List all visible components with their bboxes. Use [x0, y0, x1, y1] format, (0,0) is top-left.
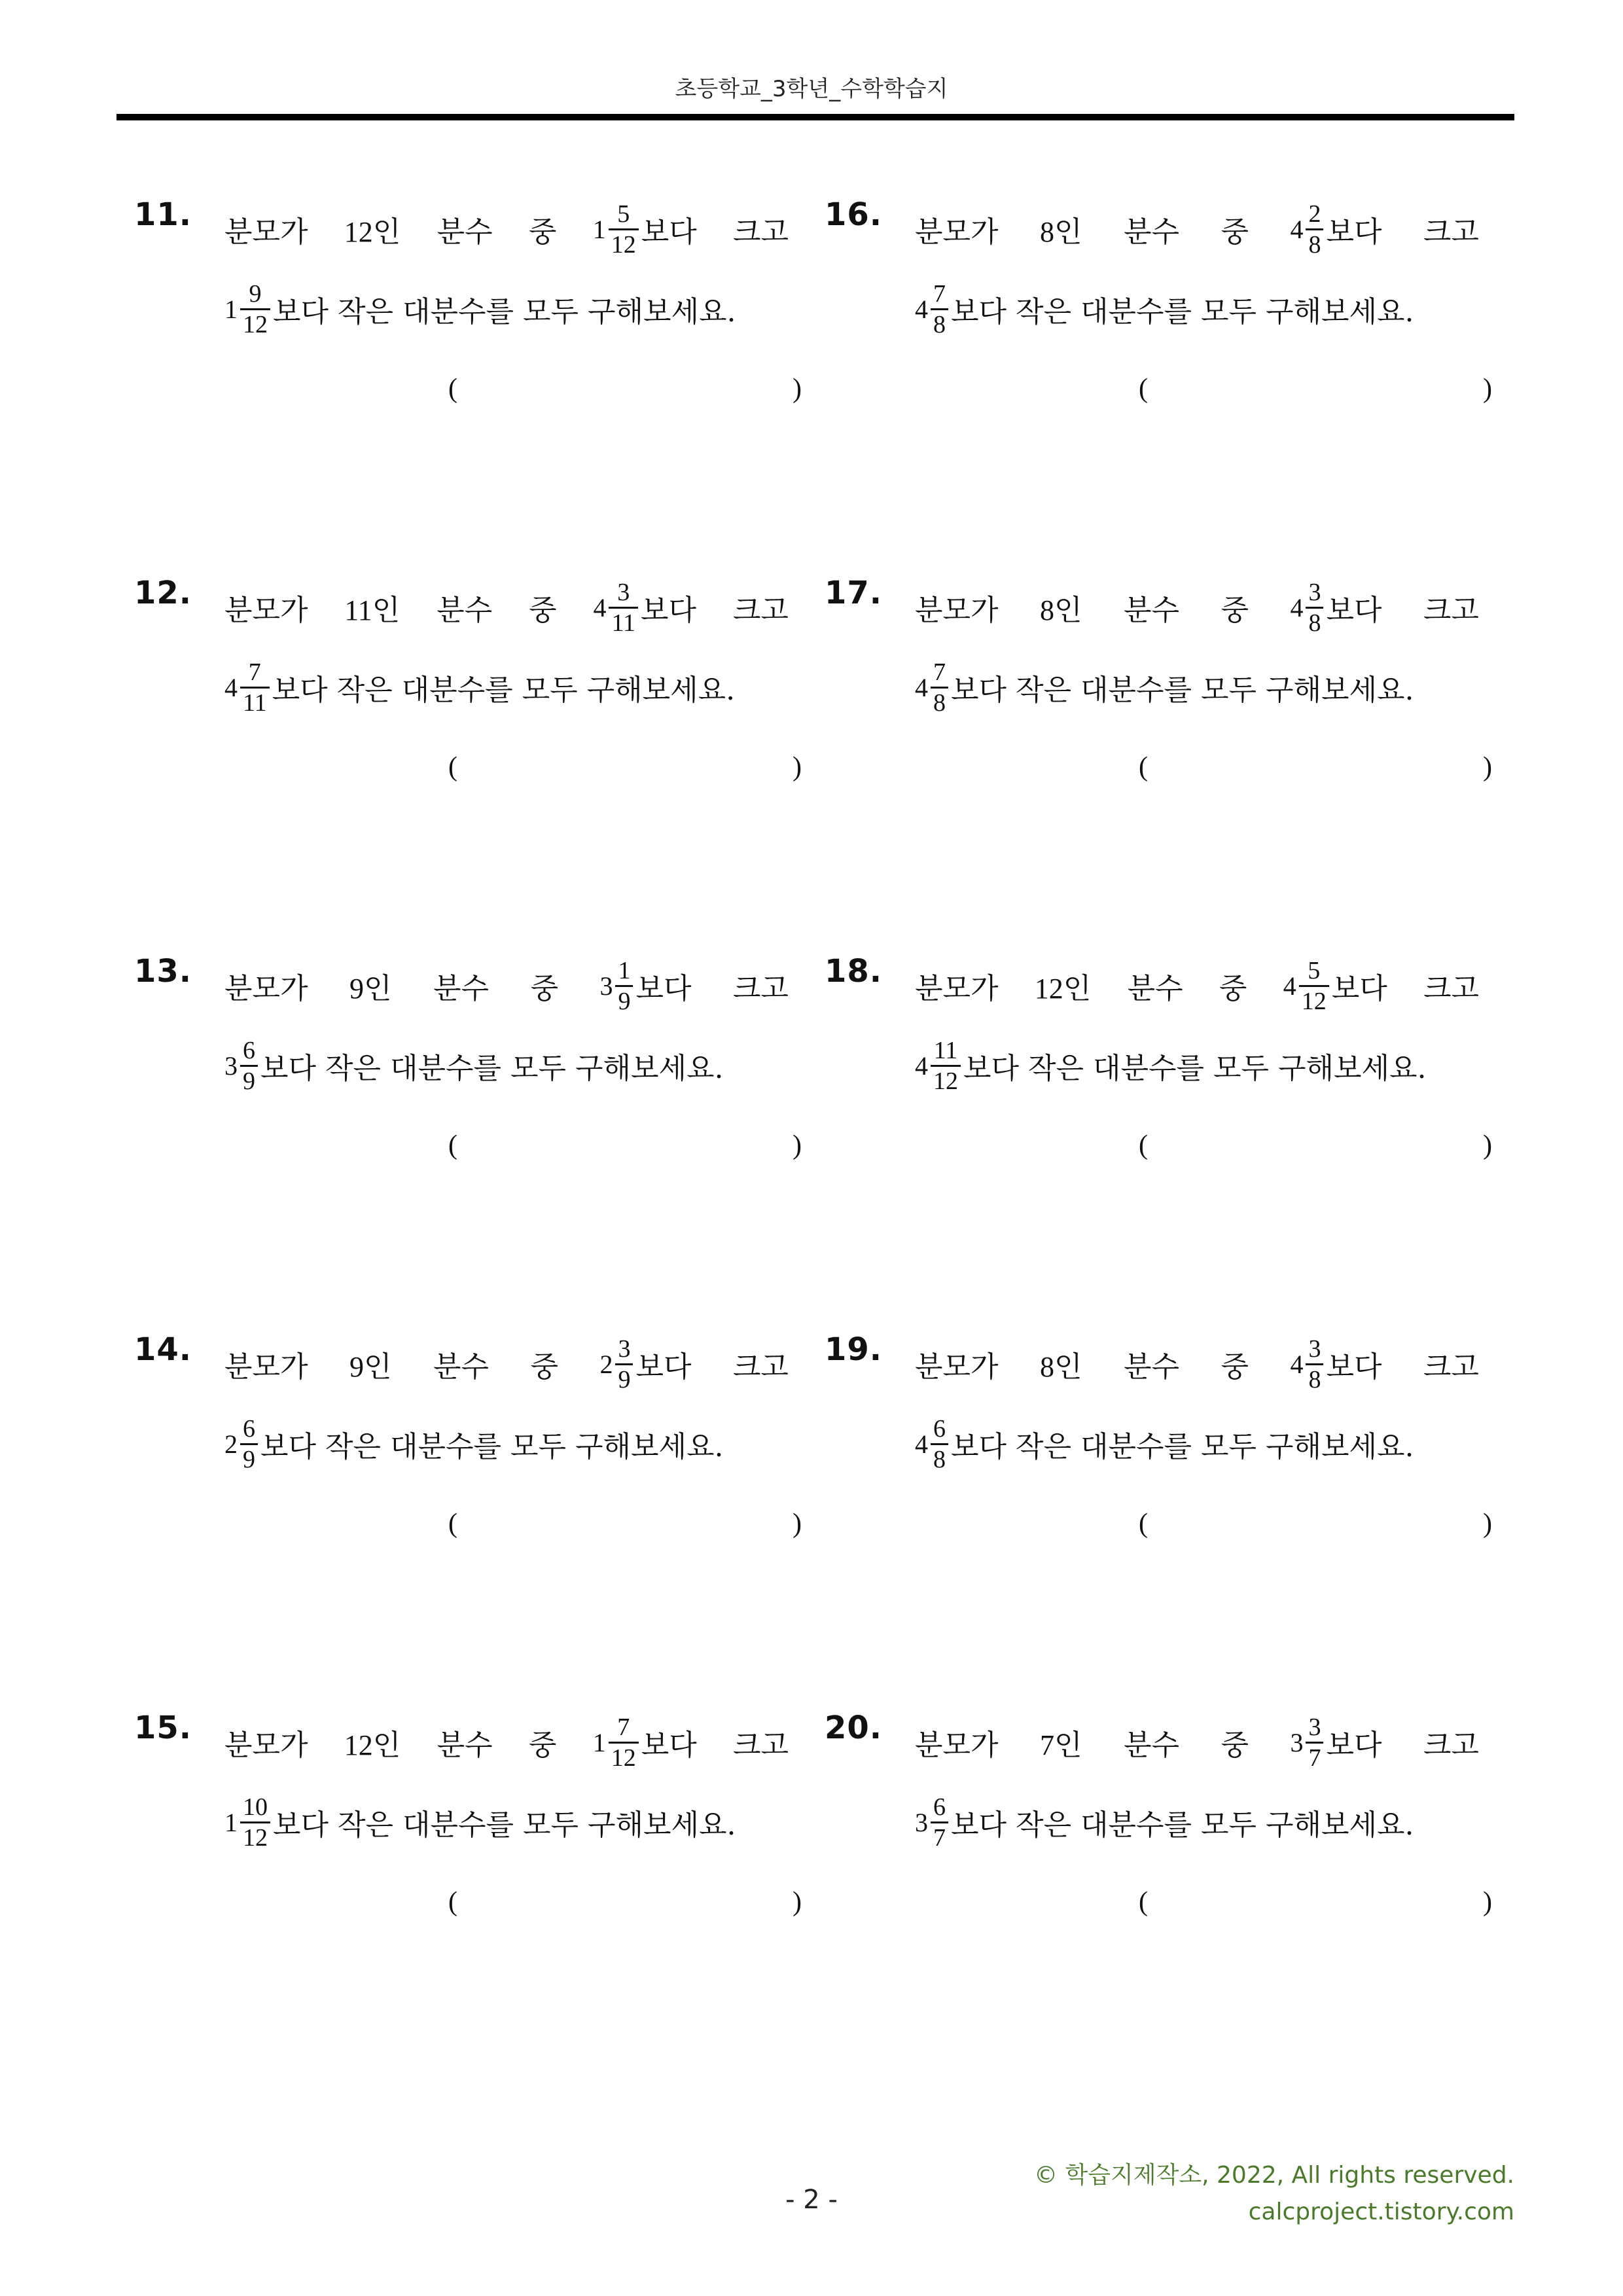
- whole-part: 4: [1290, 214, 1304, 244]
- answer-box[interactable]: [134, 373, 802, 412]
- denominator-phrase: [1040, 1343, 1082, 1385]
- copyright-text: © 학습지제작소, 2022, All rights reserved.: [1034, 2162, 1514, 2189]
- question-tail: 보다 작은 대분수를 모두 구해보세요.: [951, 673, 1414, 707]
- question-tail: 보다 작은 대분수를 모두 구해보세요.: [260, 1430, 724, 1463]
- word: 중: [1221, 215, 1249, 249]
- whole-part: 2: [224, 1429, 238, 1459]
- numerator: 7: [933, 279, 946, 308]
- mixed-number: [599, 1335, 635, 1394]
- word: 인: [372, 215, 401, 249]
- mixed-number: [224, 1793, 273, 1852]
- denominator-value: 9: [349, 1351, 364, 1383]
- fraction: [1306, 200, 1323, 259]
- numerator: 7: [248, 658, 261, 686]
- denominator: 8: [1308, 230, 1321, 259]
- problem-number: 11.: [134, 196, 192, 233]
- word: 크고: [732, 972, 789, 1005]
- denominator: 8: [933, 689, 946, 717]
- denominator-value: 12: [344, 216, 373, 248]
- denominator-phrase: [1040, 208, 1082, 250]
- problem: [825, 1710, 1492, 1958]
- fraction: [240, 279, 270, 339]
- numerator: 3: [1308, 578, 1321, 606]
- mixed-number: [593, 200, 641, 259]
- mixed-number: [915, 658, 951, 717]
- whole-part: 4: [593, 592, 607, 622]
- whole-part: 1: [592, 1727, 606, 1757]
- close-paren: ): [793, 1887, 802, 1917]
- whole-part: 1: [224, 294, 238, 324]
- whole-part: 1: [224, 1807, 238, 1837]
- whole-part: 1: [592, 214, 606, 244]
- fraction: [615, 1335, 633, 1394]
- answer-box[interactable]: [134, 1130, 802, 1169]
- word: 분수: [437, 594, 493, 627]
- open-paren: (: [448, 374, 457, 404]
- word: 보다: [641, 594, 697, 627]
- question-line-2: [915, 655, 1414, 720]
- denominator-phrase: [1040, 586, 1082, 628]
- close-paren: ): [793, 752, 802, 782]
- fraction: [1306, 1335, 1323, 1394]
- denominator: 7: [933, 1823, 946, 1852]
- question-tail: 보다 작은 대분수를 모두 구해보세요.: [260, 1052, 724, 1085]
- site-link[interactable]: calcproject.tistory.com: [1248, 2198, 1514, 2225]
- open-paren: (: [1139, 374, 1148, 404]
- question-tail: 보다 작은 대분수를 모두 구해보세요.: [273, 295, 736, 329]
- mixed-number: [1290, 1713, 1326, 1772]
- denominator-phrase: [344, 586, 400, 628]
- whole-part: 4: [915, 294, 928, 324]
- whole-part: 4: [224, 672, 238, 702]
- lower-bound: [1290, 200, 1382, 259]
- whole-part: 4: [915, 1050, 928, 1081]
- numerator: 7: [617, 1713, 630, 1741]
- problem-number: 17.: [825, 575, 883, 611]
- open-paren: (: [448, 752, 457, 782]
- numerator: 6: [243, 1036, 255, 1064]
- whole-part: 2: [599, 1349, 613, 1379]
- lower-bound: [1290, 578, 1382, 637]
- fraction: [931, 1036, 961, 1096]
- word: 인: [372, 594, 401, 627]
- problem-number: 19.: [825, 1331, 883, 1368]
- fraction: [615, 956, 633, 1016]
- problem-number: 18.: [825, 953, 883, 990]
- word: 중: [528, 1729, 557, 1762]
- word: 보다: [635, 972, 692, 1005]
- question-line-1: [915, 1710, 1479, 1775]
- denominator: 8: [933, 1445, 946, 1473]
- question-tail: 보다 작은 대분수를 모두 구해보세요.: [951, 295, 1414, 329]
- denominator-value: 9: [349, 973, 364, 1005]
- word: 분모가: [915, 1350, 999, 1384]
- problem: [134, 196, 802, 445]
- denominator: 12: [611, 230, 636, 259]
- question-line-2: [915, 276, 1414, 342]
- denominator-value: 8: [1039, 1351, 1054, 1383]
- mixed-number: [1283, 956, 1332, 1016]
- word: 분모가: [224, 1729, 308, 1762]
- fraction: [931, 279, 948, 339]
- question-line-2: [224, 1789, 736, 1855]
- numerator: 3: [1308, 1335, 1321, 1363]
- lower-bound: [1283, 956, 1387, 1016]
- denominator-value: 8: [1039, 216, 1054, 248]
- open-paren: (: [448, 1130, 457, 1160]
- denominator: 7: [1308, 1744, 1321, 1772]
- denominator: 11: [611, 609, 636, 637]
- answer-box[interactable]: [134, 1886, 802, 1926]
- lower-bound: [1290, 1713, 1382, 1772]
- word: 중: [1221, 1729, 1249, 1762]
- word: 인: [372, 1729, 401, 1762]
- word: 크고: [732, 215, 789, 249]
- word: 보다: [1326, 1350, 1382, 1384]
- word: 인: [1054, 1729, 1082, 1762]
- word: 인: [363, 1350, 392, 1384]
- question-line-1: [224, 1331, 789, 1397]
- close-paren: ): [1483, 1887, 1492, 1917]
- whole-part: 3: [599, 971, 613, 1001]
- fraction: [1306, 1713, 1323, 1772]
- denominator: 9: [243, 1445, 255, 1473]
- mixed-number: [224, 1414, 260, 1474]
- fraction: [1306, 578, 1323, 637]
- lower-bound: [593, 1713, 697, 1772]
- word: 중: [1219, 972, 1247, 1005]
- question-line-2: [915, 1411, 1414, 1477]
- mixed-number: [1290, 578, 1326, 637]
- numerator: 6: [243, 1414, 255, 1443]
- fraction: [240, 1793, 270, 1852]
- word: 분모가: [224, 972, 308, 1005]
- denominator: 12: [243, 1823, 268, 1852]
- fraction: [931, 1793, 948, 1852]
- lower-bound: [593, 578, 696, 637]
- close-paren: ): [793, 1509, 802, 1539]
- fraction: [609, 578, 638, 637]
- word: 인: [1054, 215, 1082, 249]
- question-line-1: [224, 1710, 789, 1775]
- question-line-1: [915, 953, 1479, 1018]
- denominator: 12: [611, 1744, 636, 1772]
- denominator-value: 7: [1039, 1729, 1054, 1761]
- word: 인: [363, 972, 392, 1005]
- fraction: [240, 1414, 258, 1474]
- word: 분수: [437, 215, 493, 249]
- word: 보다: [635, 1350, 692, 1384]
- answer-box[interactable]: [825, 1886, 1492, 1926]
- word: 인: [1054, 1350, 1082, 1384]
- word: 분모가: [915, 215, 999, 249]
- denominator-phrase: [349, 1343, 392, 1385]
- word: 보다: [1326, 1729, 1382, 1762]
- word: 중: [530, 972, 558, 1005]
- fraction: [240, 658, 270, 717]
- denominator: 12: [243, 310, 268, 338]
- whole-part: 4: [915, 1429, 928, 1459]
- open-paren: (: [1139, 1130, 1148, 1160]
- mixed-number: [915, 1036, 963, 1096]
- word: 중: [528, 215, 557, 249]
- numerator: 9: [249, 279, 262, 308]
- numerator: 6: [933, 1414, 946, 1443]
- mixed-number: [224, 279, 273, 339]
- problem: [134, 575, 802, 823]
- close-paren: ): [793, 374, 802, 404]
- denominator: 11: [243, 689, 267, 717]
- denominator-phrase: [1035, 965, 1092, 1007]
- numerator: 3: [618, 1335, 631, 1363]
- lower-bound: [1290, 1335, 1382, 1394]
- word: 크고: [1423, 972, 1479, 1005]
- denominator: 12: [1301, 987, 1327, 1015]
- whole-part: 4: [1290, 592, 1304, 622]
- denominator-value: 11: [344, 594, 372, 626]
- answer-box[interactable]: [134, 751, 802, 791]
- word: 분수: [1123, 1350, 1179, 1384]
- fraction: [240, 1036, 258, 1096]
- problem-number: 15.: [134, 1710, 192, 1746]
- question-tail: 보다 작은 대분수를 모두 구해보세요.: [951, 1430, 1414, 1463]
- mixed-number: [915, 1793, 951, 1852]
- problem: [825, 1331, 1492, 1580]
- open-paren: (: [448, 1509, 457, 1539]
- mixed-number: [593, 578, 641, 637]
- whole-part: 4: [915, 672, 928, 702]
- word: 보다: [641, 1729, 697, 1762]
- numerator: 7: [933, 658, 946, 686]
- denominator-phrase: [349, 965, 392, 1007]
- lower-bound: [593, 200, 697, 259]
- question-tail: 보다 작은 대분수를 모두 구해보세요.: [963, 1052, 1427, 1085]
- denominator: 9: [243, 1067, 255, 1095]
- whole-part: 3: [224, 1050, 238, 1081]
- whole-part: 4: [1290, 1349, 1304, 1379]
- whole-part: 4: [1283, 971, 1296, 1001]
- question-line-2: [224, 1033, 724, 1098]
- mixed-number: [599, 956, 635, 1016]
- numerator: 5: [1308, 956, 1321, 984]
- word: 인: [1054, 594, 1082, 627]
- word: 분수: [433, 1350, 489, 1384]
- mixed-number: [915, 1414, 951, 1474]
- numerator: 3: [617, 578, 630, 606]
- word: 중: [530, 1350, 558, 1384]
- problem-number: 12.: [134, 575, 192, 611]
- problem: [825, 196, 1492, 445]
- word: 중: [1221, 1350, 1249, 1384]
- denominator-value: 12: [1034, 973, 1063, 1005]
- word: 크고: [732, 594, 789, 627]
- fraction: [931, 658, 948, 717]
- word: 크고: [732, 1729, 789, 1762]
- lower-bound: [599, 956, 691, 1016]
- word: 분수: [1127, 972, 1183, 1005]
- word: 크고: [1423, 215, 1479, 249]
- denominator-phrase: [344, 1721, 401, 1763]
- word: 분모가: [915, 594, 999, 627]
- word: 분수: [1123, 594, 1179, 627]
- word: 분모가: [224, 215, 308, 249]
- denominator: 8: [1308, 609, 1321, 637]
- problem: [825, 575, 1492, 823]
- word: 크고: [1423, 594, 1479, 627]
- denominator-phrase: [1040, 1721, 1082, 1763]
- denominator: 12: [933, 1067, 958, 1095]
- mixed-number: [915, 279, 951, 339]
- answer-box[interactable]: [825, 1130, 1492, 1169]
- whole-part: 3: [915, 1807, 928, 1837]
- header-rule: [116, 114, 1514, 120]
- question-tail: 보다 작은 대분수를 모두 구해보세요.: [272, 673, 736, 707]
- word: 보다: [641, 215, 697, 249]
- question-line-2: [915, 1789, 1414, 1855]
- whole-part: 3: [1290, 1727, 1304, 1757]
- question-line-2: [224, 655, 735, 720]
- numerator: 11: [933, 1036, 958, 1064]
- answer-box[interactable]: [134, 1508, 802, 1547]
- problem-number: 14.: [134, 1331, 192, 1368]
- question-line-2: [224, 1411, 724, 1477]
- problem: [134, 953, 802, 1202]
- word: 보다: [1326, 215, 1382, 249]
- problem-number: 20.: [825, 1710, 883, 1746]
- numerator: 2: [1308, 200, 1321, 228]
- question-tail: 보다 작은 대분수를 모두 구해보세요.: [951, 1808, 1414, 1842]
- problem: [134, 1331, 802, 1580]
- answer-box[interactable]: [825, 751, 1492, 791]
- answer-box[interactable]: [825, 373, 1492, 412]
- problem: [134, 1710, 802, 1958]
- denominator: 8: [1308, 1365, 1321, 1393]
- problem-number: 13.: [134, 953, 192, 990]
- word: 중: [1221, 594, 1249, 627]
- denominator: 8: [933, 310, 946, 338]
- close-paren: ): [1483, 374, 1492, 404]
- answer-box[interactable]: [825, 1508, 1492, 1547]
- fraction: [1299, 956, 1329, 1016]
- denominator: 9: [618, 1365, 631, 1393]
- numerator: 3: [1308, 1713, 1321, 1741]
- problem: [825, 953, 1492, 1202]
- word: 분모가: [224, 594, 308, 627]
- lower-bound: [599, 1335, 691, 1394]
- question-line-1: [915, 1331, 1479, 1397]
- numerator: 1: [618, 956, 631, 984]
- word: 분수: [1123, 1729, 1179, 1762]
- numerator: 5: [617, 200, 630, 228]
- open-paren: (: [1139, 1509, 1148, 1539]
- close-paren: ): [1483, 752, 1492, 782]
- open-paren: (: [1139, 1887, 1148, 1917]
- denominator-phrase: [344, 208, 401, 250]
- mixed-number: [224, 1036, 260, 1096]
- fraction: [609, 200, 639, 259]
- open-paren: (: [1139, 752, 1148, 782]
- question-line-1: [915, 575, 1479, 640]
- word: 중: [529, 594, 557, 627]
- word: 보다: [1331, 972, 1387, 1005]
- problem-number: 16.: [825, 196, 883, 233]
- mixed-number: [593, 1713, 641, 1772]
- word: 분모가: [915, 1729, 999, 1762]
- question-line-2: [224, 276, 736, 342]
- close-paren: ): [793, 1130, 802, 1160]
- word: 분수: [433, 972, 489, 1005]
- word: 크고: [1423, 1350, 1479, 1384]
- mixed-number: [224, 658, 272, 717]
- close-paren: ): [1483, 1509, 1492, 1539]
- denominator: 9: [618, 987, 631, 1015]
- open-paren: (: [448, 1887, 457, 1917]
- numerator: 6: [933, 1793, 946, 1821]
- question-line-1: [224, 196, 789, 262]
- question-tail: 보다 작은 대분수를 모두 구해보세요.: [273, 1808, 736, 1842]
- denominator-value: 12: [344, 1729, 373, 1761]
- fraction: [609, 1713, 639, 1772]
- word: 크고: [1423, 1729, 1479, 1762]
- question-line-2: [915, 1033, 1427, 1098]
- word: 분수: [437, 1729, 493, 1762]
- question-line-1: [224, 575, 789, 640]
- word: 인: [1063, 972, 1092, 1005]
- word: 분모가: [915, 972, 999, 1005]
- close-paren: ): [1483, 1130, 1492, 1160]
- question-line-1: [224, 953, 789, 1018]
- word: 분수: [1123, 215, 1179, 249]
- word: 분모가: [224, 1350, 308, 1384]
- mixed-number: [1290, 1335, 1326, 1394]
- denominator-value: 8: [1039, 594, 1054, 626]
- question-line-1: [915, 196, 1479, 262]
- word: 크고: [732, 1350, 789, 1384]
- fraction: [931, 1414, 948, 1474]
- page-header: 초등학교_3학년_수학학습지: [675, 76, 948, 102]
- numerator: 10: [243, 1793, 268, 1821]
- page-number: - 2 -: [785, 2185, 838, 2215]
- word: 보다: [1326, 594, 1382, 627]
- mixed-number: [1290, 200, 1326, 259]
